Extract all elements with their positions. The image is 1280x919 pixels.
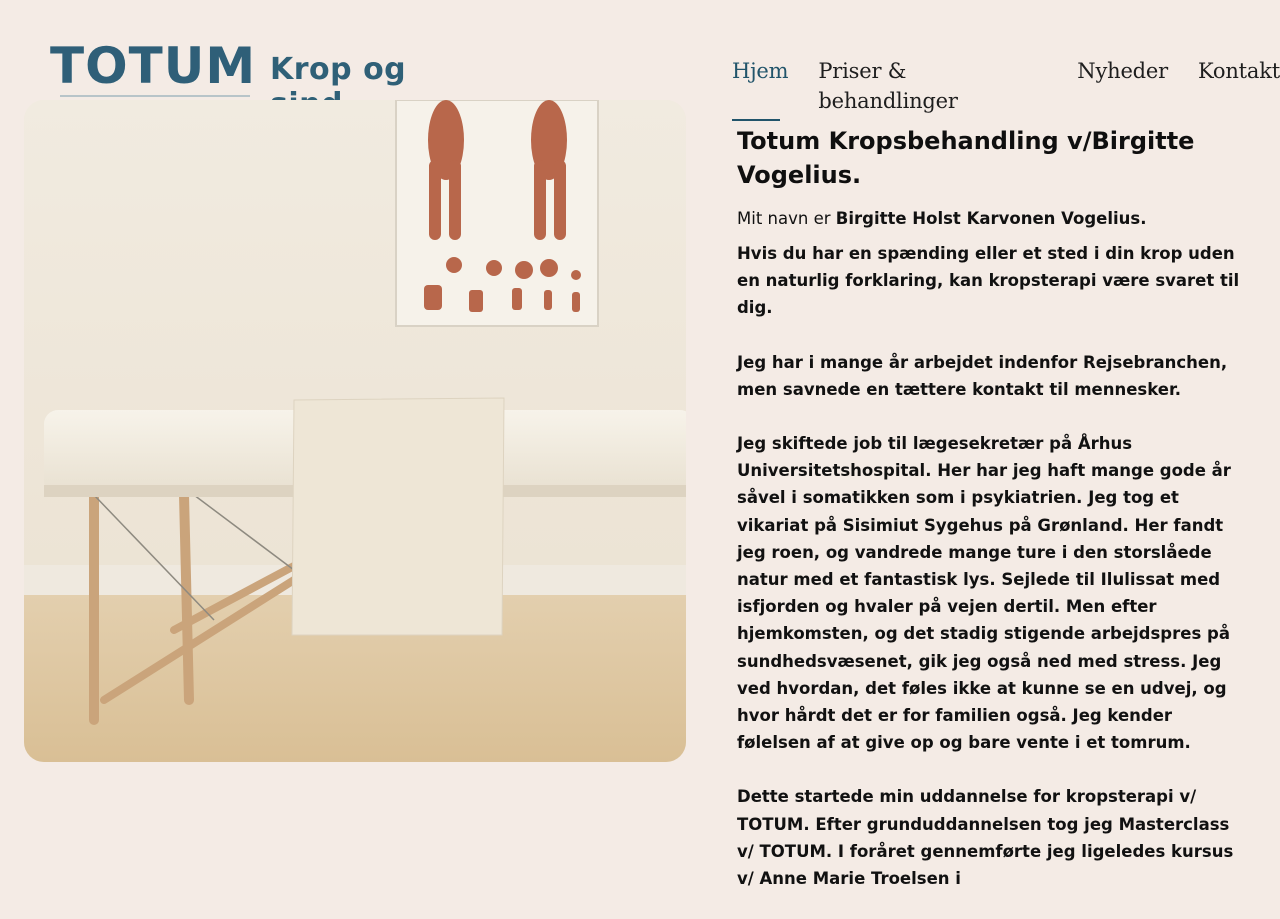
main-nav: [732, 56, 1280, 116]
intro-suffix: .: [1140, 209, 1147, 228]
p4-bold-totum: kropsterapi v/ TOTUM: [737, 787, 1197, 834]
intro-paragraph: [737, 206, 1247, 232]
logo-wordmark: TOTUM: [50, 37, 257, 95]
hero-image: [24, 100, 686, 762]
paragraph-1: Hvis du har en spænding eller et sted i din krop uden en naturlig forklaring, kan kropsterapi være svaret til dig.: [737, 244, 1240, 318]
p4-text-c: . Efter grunduddannelsen tog jeg: [803, 814, 1119, 834]
nav-item-kontakt[interactable]: Kontakt: [1197, 59, 1280, 83]
paragraph-3: Jeg skiftede job til lægesekretær på Århus Universitetshospital. Her har jeg haft mange gode år såvel i somatikken som i psykiatrien. Jeg tog et vikariat på Sisimiut Sygehus på Grønland. Her fandt jeg roen, og vandrede mange ture i den storslåede natur med et fantastisk lys. Sejlede til Ilulissat med isfjorden og hvaler på vejen dertil. Men efter hjemkomsten, og det stadig stigende arbejdspres på sundhedsvæsenet, gik jeg også ned med stress. Jeg ved hvordan, det føles ikke at kunne se en udvej, og hvor hårdt det er for familien også. Jeg kender følelsen af at give op og bare vente i et tomrum.: [737, 434, 1231, 753]
nav-item-hjem[interactable]: Hjem: [732, 59, 789, 83]
page-title: Totum Kropsbehandling v/Birgitte Vogelius.: [737, 127, 1195, 189]
logo-tagline: Krop og: [270, 52, 407, 87]
p4-text-a: Dette startede min uddannelse for: [737, 787, 1066, 807]
logo-underline: [60, 95, 250, 97]
intro-name: Birgitte Holst Karvonen Vogelius: [835, 209, 1141, 228]
p4-bold-kursus: kursus v/ Anne Marie Troelsen i: [737, 841, 1234, 889]
nav-active-indicator: [732, 119, 780, 121]
paragraph-2: Jeg har i mange år arbejdet indenfor Rejsebranchen, men savnede en tættere kontakt til mennesker.: [737, 352, 1228, 399]
p4-bold-masterclass: Masterclass v/ TOTUM: [737, 814, 1230, 861]
intro-prefix: Mit navn er: [737, 209, 836, 228]
massage-table-photo-icon: [24, 100, 686, 762]
p4-text-e: . I foråret gennemførte jeg ligeledes: [825, 841, 1172, 861]
nav-item-priser[interactable]: Priser & behandlinger: [818, 59, 958, 113]
nav-item-nyheder[interactable]: Nyheder: [1077, 59, 1168, 83]
site-logo[interactable]: [50, 37, 470, 100]
